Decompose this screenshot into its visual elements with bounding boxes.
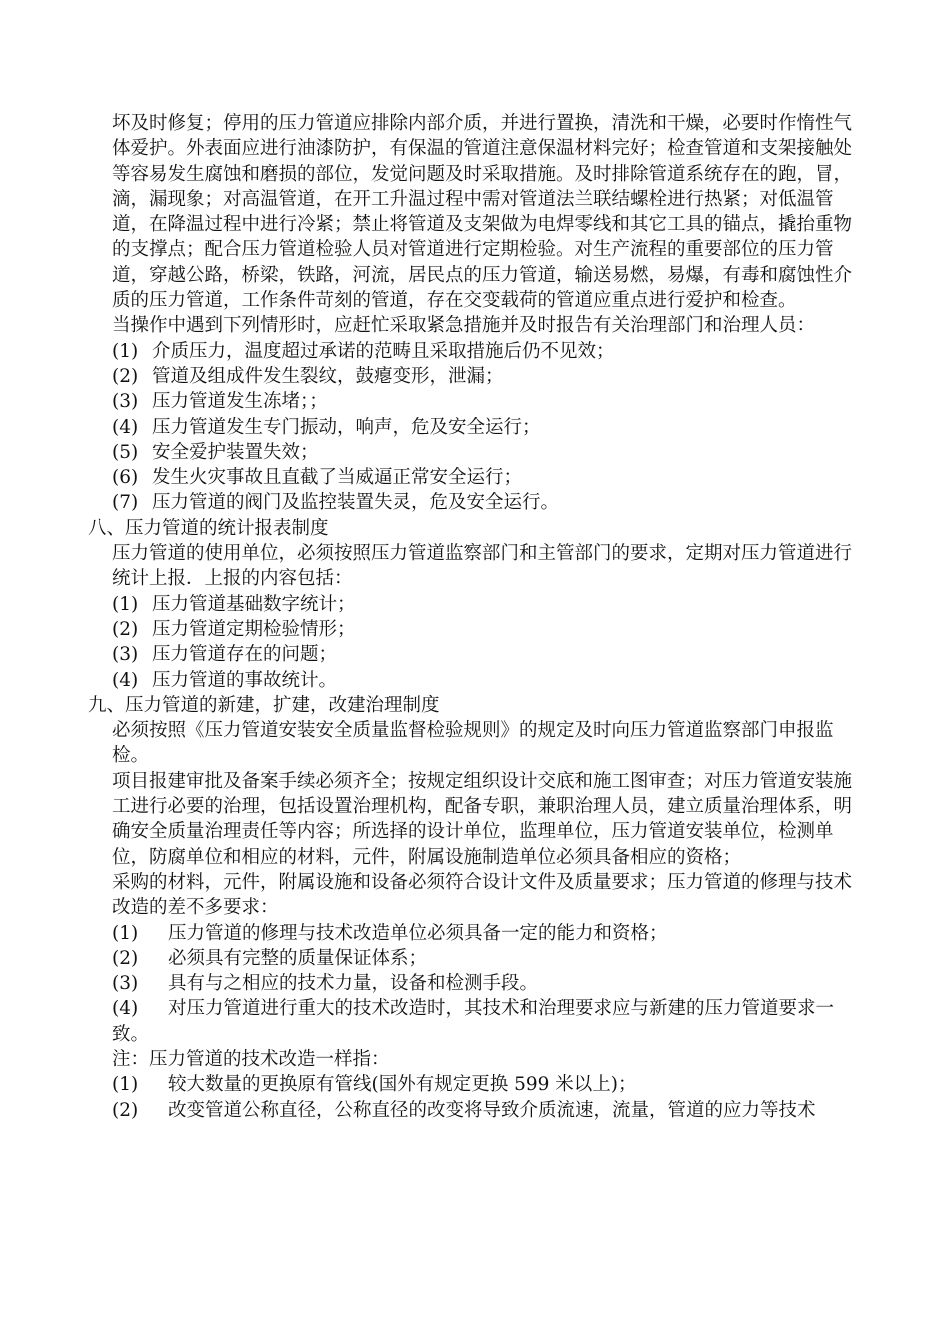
list-item-text: 安全爱护装置失效； — [152, 441, 319, 463]
list-item-number: (6) — [112, 467, 139, 489]
list-item — [88, 465, 868, 490]
list-item-text: 较大数量的更换原有管线(国外有规定更换 599 米以上)； — [168, 1074, 637, 1096]
list-item-text: 发生火灾事故且直截了当威逼正常安全运行； — [152, 467, 523, 489]
list-item-text: 管道及组成件发生裂纹，鼓瘪变形，泄漏； — [152, 365, 504, 387]
list-item — [88, 490, 868, 515]
paragraph-inspection: 必须按照《压力管道安装安全质量监督检验规则》的规定及时向压力管道监察部门申报监检。 — [112, 720, 834, 767]
list-item — [88, 642, 868, 667]
list-item — [88, 617, 868, 642]
list-item — [88, 996, 868, 1047]
paragraph-statistics: 压力管道的使用单位，必须按照压力管道监察部门和主管部门的要求，定期对压力管道进行统计上报．上报的内容包括： — [112, 543, 853, 590]
list-item — [88, 364, 868, 389]
list-item-text: 压力管道存在的问题； — [152, 644, 338, 666]
section-heading-9: 九、压力管道的新建，扩建，改建治理制度 — [88, 694, 440, 716]
list-item-number: (1) — [112, 1074, 139, 1096]
list-item — [88, 971, 868, 996]
list-item-number: (4) — [112, 669, 139, 691]
list-item-text: 压力管道的修理与技术改造单位必须具备一定的能力和资格； — [168, 922, 668, 944]
list-item-number: (5) — [112, 441, 139, 463]
list-item — [88, 1072, 868, 1097]
paragraph-project-approval: 项目报建审批及备案手续必须齐全；按规定组织设计交底和施工图审查；对压力管道安装施工进行必要的治理，包括设置治理机构，配备专职，兼职治理人员，建立质量治理体系，明确安全质量治理责任等内容；所选择的设计单位，监理单位，压力管道安装单位，检测单位，防腐单位和相应的材料，元件，附属设施制造单位必须具备相应的资格； — [112, 770, 853, 868]
list-item — [88, 592, 868, 617]
list-item — [88, 1098, 868, 1123]
list-item — [88, 415, 868, 440]
list-item — [88, 440, 868, 465]
list-item-number: (2) — [112, 1099, 139, 1121]
list-item-number: (2) — [112, 365, 139, 387]
list-item-number: (3) — [112, 644, 139, 666]
list-item-text: 对压力管道进行重大的技术改造时，其技术和治理要求应与新建的压力管道要求一致。 — [112, 998, 835, 1045]
paragraph-procurement: 采购的材料，元件，附属设施和设备必须符合设计文件及质量要求；压力管道的修理与技术改造的差不多要求： — [112, 871, 853, 919]
statistics-list — [88, 592, 868, 693]
list-item-text: 压力管道定期检验情形； — [152, 618, 356, 640]
list-item-number: (7) — [112, 492, 139, 514]
list-item-text: 压力管道发生专门振动，响声，危及安全运行； — [152, 416, 541, 438]
list-item-number: (1) — [112, 593, 139, 615]
list-item-text: 压力管道的事故统计。 — [152, 669, 338, 691]
list-item — [88, 921, 868, 946]
list-item-text: 必须具有完整的质量保证体系； — [168, 947, 428, 969]
emergency-list — [88, 339, 868, 516]
list-item — [88, 946, 868, 971]
list-item-text: 具有与之相应的技术力量，设备和检测手段。 — [168, 973, 539, 995]
list-item — [88, 339, 868, 364]
list-item-number: (4) — [112, 998, 139, 1020]
list-item-number: (3) — [112, 391, 139, 413]
document-body — [88, 111, 868, 1123]
list-item-number: (1) — [112, 922, 139, 944]
paragraph-note: 注：压力管道的技术改造一样指： — [112, 1048, 390, 1070]
technical-change-list — [88, 1072, 868, 1123]
list-item-number: (2) — [112, 618, 139, 640]
list-item-text: 介质压力，温度超过承诺的范畴且采取措施后仍不见效； — [152, 340, 615, 362]
paragraph-emergency-intro: 当操作中遇到下列情形时，应赶忙采取紧急措施并及时报告有关治理部门和治理人员： — [112, 315, 816, 337]
list-item-text: 压力管道发生冻堵；； — [152, 391, 328, 413]
list-item — [88, 668, 868, 693]
list-item-text: 改变管道公称直径，公称直径的改变将导致介质流速，流量，管道的应力等技术 — [168, 1099, 816, 1121]
list-item — [88, 389, 868, 414]
repair-requirements-list — [88, 921, 868, 1047]
list-item-number: (4) — [112, 416, 139, 438]
list-item-text: 压力管道的阀门及监控装置失灵，危及安全运行。 — [152, 492, 560, 514]
list-item-number: (2) — [112, 947, 139, 969]
list-item-number: (1) — [112, 340, 139, 362]
section-heading-8: 八、压力管道的统计报表制度 — [88, 517, 329, 539]
paragraph-maintenance: 坏及时修复；停用的压力管道应排除内部介质，并进行置换，清洗和干燥，必要时作惰性气体爱护。外表面应进行油漆防护，有保温的管道注意保温材料完好；检查管道和支架接触处等容易发生腐蚀和磨损的部位，发觉问题及时采取措施。及时排除管道系统存在的跑，冒，滴，漏现象；对高温管道，在开工升温过程中需对管道法兰联结螺栓进行热紧；对低温管道，在降温过程中进行冷紧；禁止将管道及支架做为电焊零线和其它工具的锚点，撬抬重物的支撑点；配合压力管道检验人员对管道进行定期检验。对生产流程的重要部位的压力管道，穿越公路，桥梁，铁路，河流，居民点的压力管道，输送易燃，易爆，有毒和腐蚀性介质的压力管道，工作条件苛刻的管道，存在交变载荷的管道应重点进行爱护和检查。 — [112, 113, 853, 312]
list-item-text: 压力管道基础数字统计； — [152, 593, 356, 615]
list-item-number: (3) — [112, 973, 139, 995]
